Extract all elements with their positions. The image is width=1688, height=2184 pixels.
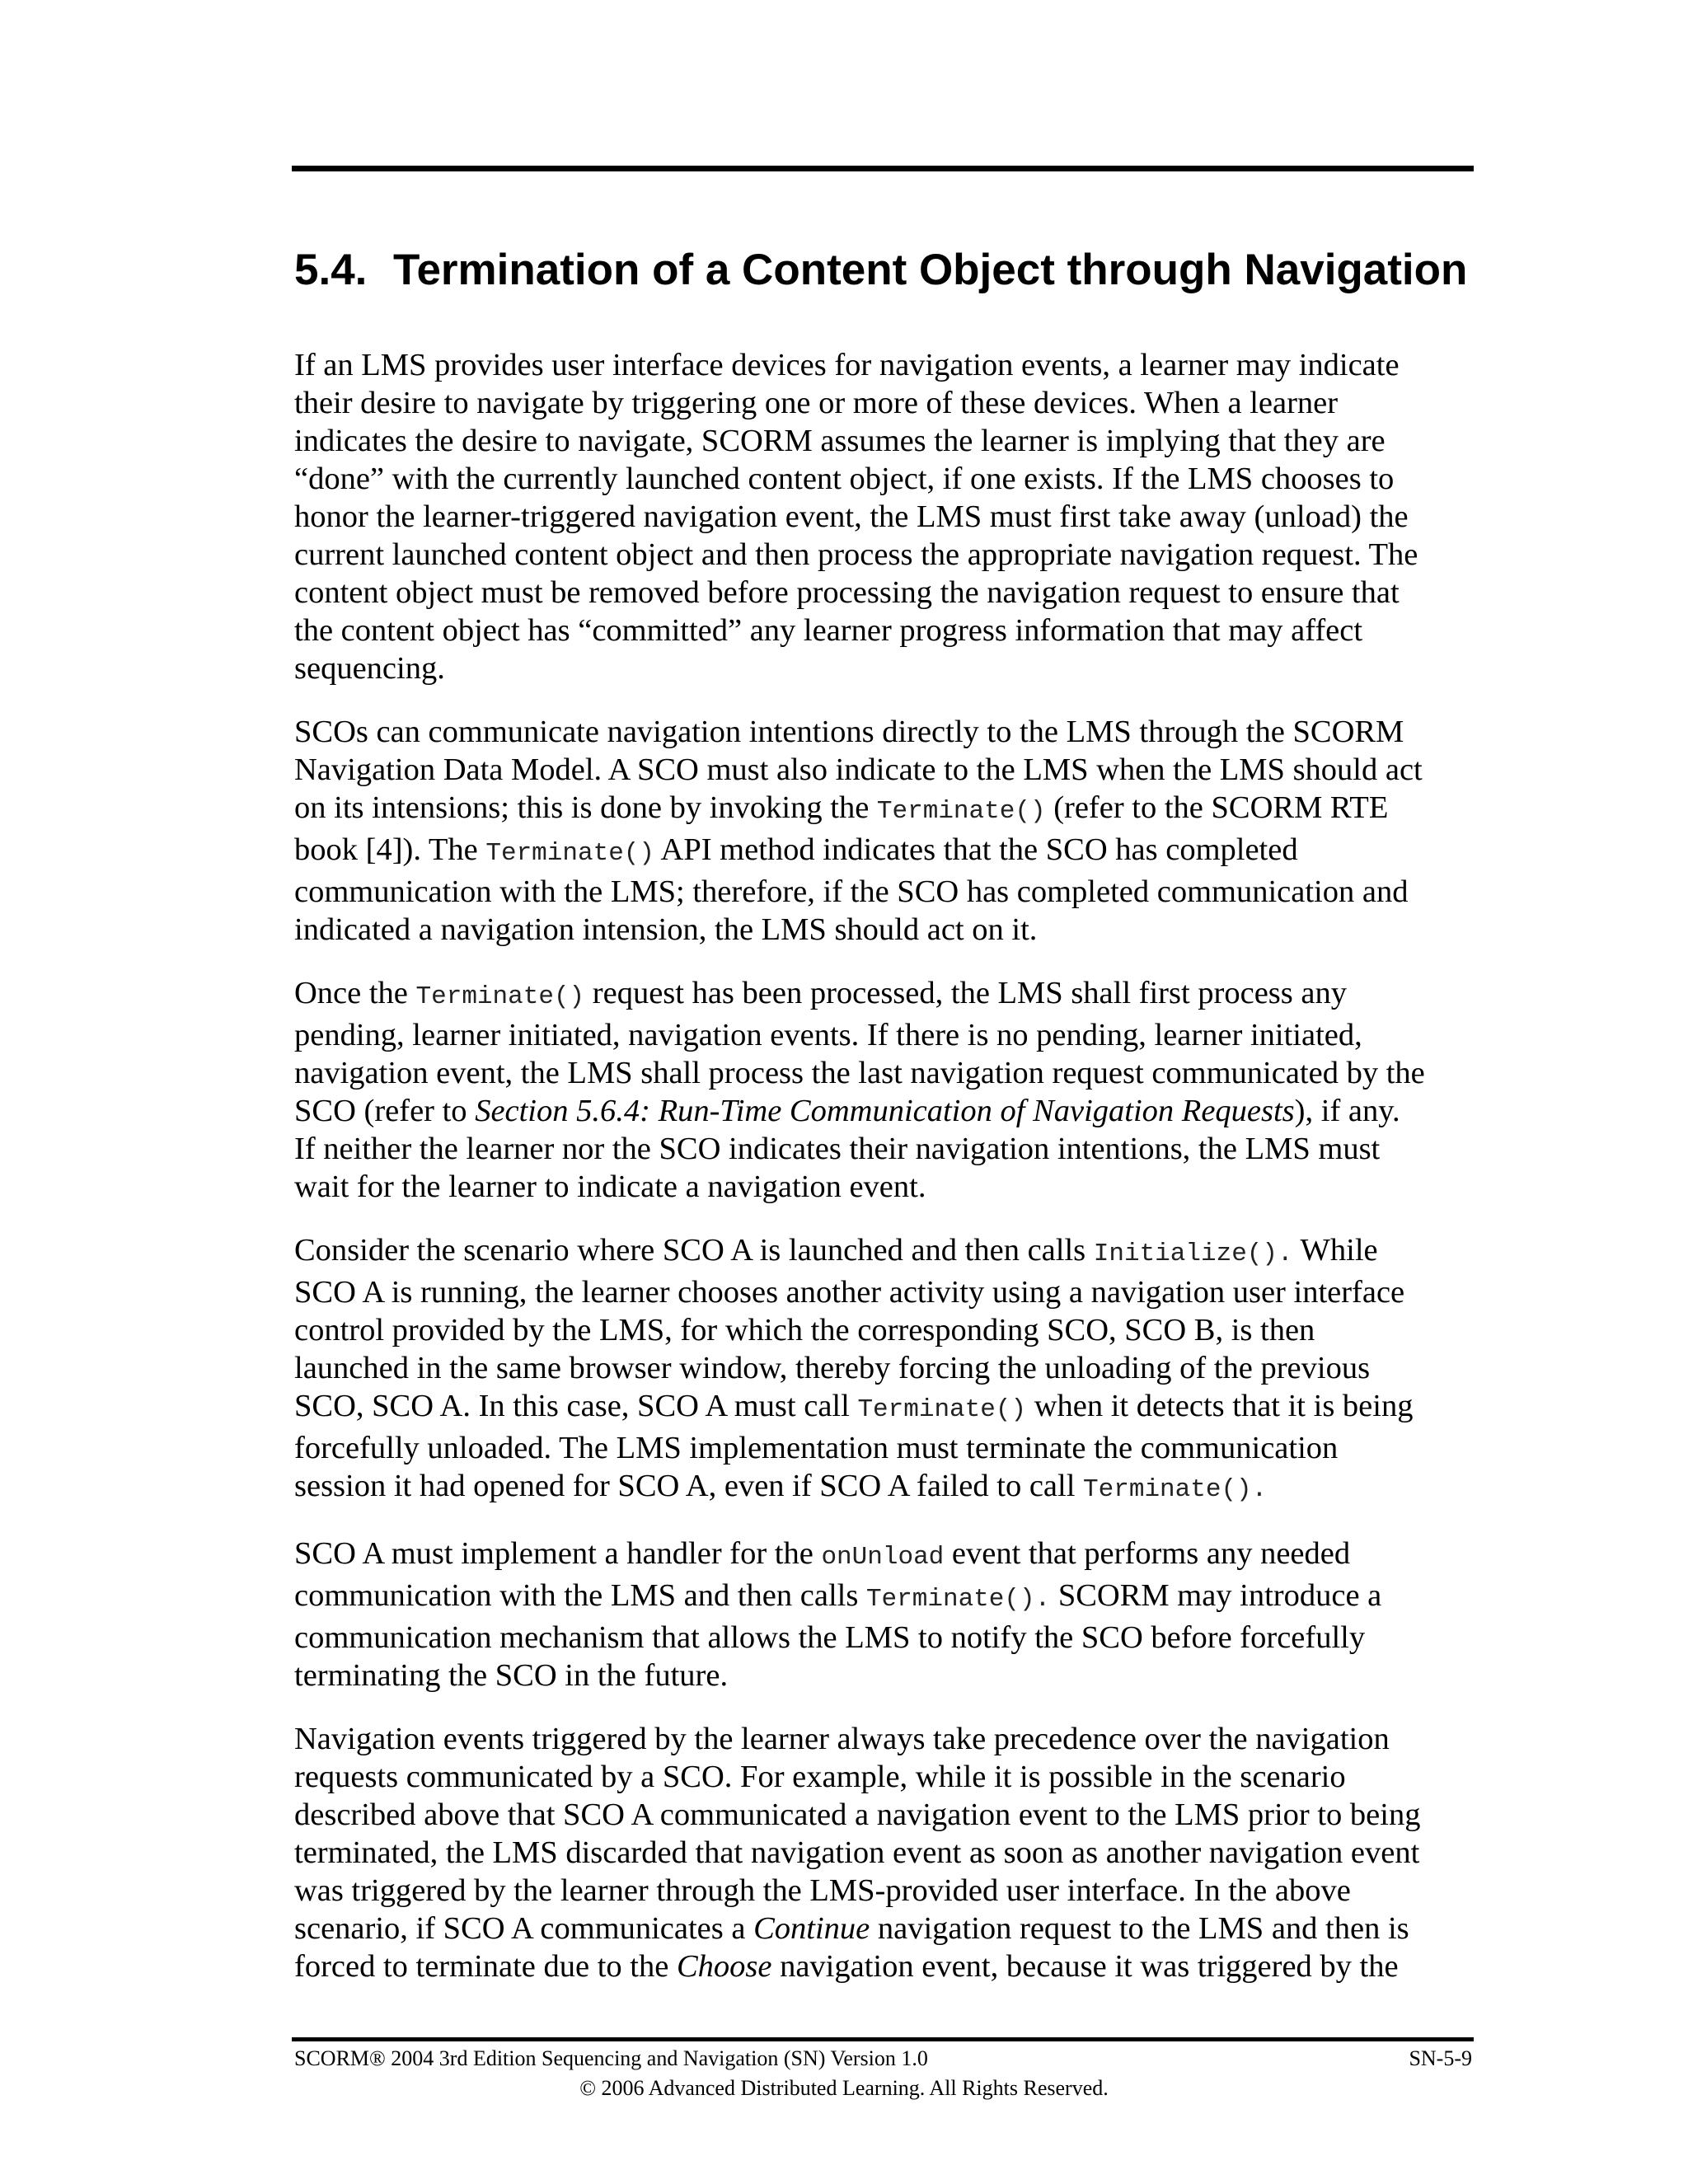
header-rule xyxy=(292,166,1474,171)
italic-reference: Choose xyxy=(676,1949,772,1984)
text-run: session it had opened for SCO A, even if SCO A failed to call xyxy=(294,1469,1084,1503)
text-run: event that performs any needed xyxy=(944,1536,1351,1571)
text-run: Once the xyxy=(294,976,416,1010)
text-line: forcefully unloaded. The LMS implementation must terminate the communication xyxy=(294,1431,1339,1465)
text-line: described above that SCO A communicated a navigation event to the LMS prior to being xyxy=(294,1797,1421,1832)
text-line: communication with the LMS; therefore, if the SCO has completed communication and xyxy=(294,874,1409,909)
text-line: launched in the same browser window, thereby forcing the unloading of the previous xyxy=(294,1351,1371,1385)
inline-code: Terminate() xyxy=(857,1395,1027,1424)
text-run: book [4]). The xyxy=(294,832,486,867)
text-line: navigation event, the LMS shall process the last navigation request communicated by the xyxy=(294,1056,1425,1090)
text-line xyxy=(294,974,1481,1016)
inline-code: Terminate() xyxy=(485,839,655,868)
text-line: SCOs can communicate navigation intentions directly to the LMS through the SCORM xyxy=(294,715,1404,749)
text-line: If neither the learner nor the SCO indicates their navigation intentions, the LMS must xyxy=(294,1132,1381,1166)
text-line: terminating the SCO in the future. xyxy=(294,1658,729,1693)
text-line xyxy=(294,1947,1481,1985)
text-run: request has been processed, the LMS shall first process any xyxy=(584,976,1347,1010)
text-line xyxy=(294,1467,1481,1509)
body-text xyxy=(294,346,1481,2011)
inline-code: Terminate() xyxy=(876,797,1046,826)
text-line: current launched content object and then process the appropriate navigation request. The xyxy=(294,537,1418,572)
text-run: when it detects that it is being xyxy=(1026,1389,1414,1423)
text-line: content object must be removed before processing the navigation request to ensure that xyxy=(294,575,1400,610)
text-line: communication mechanism that allows the LMS to notify the SCO before forcefully xyxy=(294,1620,1366,1655)
paragraph xyxy=(294,346,1481,687)
text-run: API method indicates that the SCO has completed xyxy=(654,832,1298,867)
text-run: SCORM may introduce a xyxy=(1050,1578,1382,1613)
text-line: pending, learner initiated, navigation events. If there is no pending, learner initiated, xyxy=(294,1018,1362,1052)
footer-page-number: SN-5-9 xyxy=(1409,2046,1472,2070)
text-line: was triggered by the learner through the LMS-provided user interface. In the above xyxy=(294,1873,1351,1908)
paragraph xyxy=(294,1535,1481,1694)
italic-reference: Continue xyxy=(753,1911,870,1946)
text-line: wait for the learner to indicate a navigation event. xyxy=(294,1169,926,1204)
text-run: on its intensions; this is done by invoking the xyxy=(294,790,877,825)
text-line xyxy=(294,1535,1481,1577)
text-run: Consider the scenario where SCO A is launched and then calls xyxy=(294,1233,1094,1268)
text-line: sequencing. xyxy=(294,651,445,686)
section-heading xyxy=(294,244,1481,297)
text-line: indicated a navigation intension, the LMS should act on it. xyxy=(294,912,1038,947)
paragraph xyxy=(294,713,1481,949)
section-title: Termination of a Content Object through Navigation xyxy=(393,246,1468,294)
text-run: SCO A must implement a handler for the xyxy=(294,1536,822,1571)
text-line: Navigation Data Model. A SCO must also indicate to the LMS when the LMS should act xyxy=(294,752,1423,787)
text-line xyxy=(294,1577,1481,1619)
text-line xyxy=(294,1387,1481,1429)
text-line: honor the learner-triggered navigation event, the LMS must first take away (unload) the xyxy=(294,499,1409,534)
footer-document-title: SCORM® 2004 3rd Edition Sequencing and Navigation (SN) Version 1.0 xyxy=(294,2046,928,2070)
footer-copyright: © 2006 Advanced Distributed Learning. All Rights Reserved. xyxy=(579,2076,1109,2100)
section-number: 5.4. xyxy=(294,246,368,294)
text-line: Navigation events triggered by the learner always take precedence over the navigation xyxy=(294,1722,1390,1756)
text-line xyxy=(294,789,1481,831)
text-line: SCO A is running, the learner chooses another activity using a navigation user interface xyxy=(294,1275,1405,1310)
text-line: “done” with the currently launched content object, if one exists. If the LMS chooses to xyxy=(294,462,1395,496)
text-run: SCO, SCO A. In this case, SCO A must call xyxy=(294,1389,858,1423)
text-line: terminated, the LMS discarded that navigation event as soon as another navigation event xyxy=(294,1835,1420,1870)
text-line xyxy=(294,1231,1481,1273)
text-line: If an LMS provides user interface devices for navigation events, a learner may indicate xyxy=(294,348,1400,382)
text-line: control provided by the LMS, for which the corresponding SCO, SCO B, is then xyxy=(294,1313,1315,1347)
text-run: ), if any. xyxy=(1294,1094,1400,1128)
inline-code: Terminate() xyxy=(415,982,585,1011)
text-line: requests communicated by a SCO. For example, while it is possible in the scenario xyxy=(294,1760,1346,1794)
text-line: the content object has “committed” any learner progress information that may affect xyxy=(294,613,1363,648)
text-line xyxy=(294,1092,1481,1130)
paragraph xyxy=(294,974,1481,1206)
text-run: scenario, if SCO A communicates a xyxy=(294,1911,754,1946)
text-run: communication with the LMS and then calls xyxy=(294,1578,866,1613)
inline-code: Initialize(). xyxy=(1093,1240,1293,1268)
text-run: forced to terminate due to the xyxy=(294,1949,677,1984)
text-line: indicates the desire to navigate, SCORM assumes the learner is implying that they are xyxy=(294,424,1386,458)
text-line xyxy=(294,1910,1481,1947)
inline-code: Terminate(). xyxy=(865,1585,1051,1614)
italic-reference: Section 5.6.4: Run-Time Communication of Navigation Requests xyxy=(475,1094,1295,1128)
footer-rule xyxy=(292,2037,1474,2041)
text-run: SCO (refer to xyxy=(294,1094,476,1128)
paragraph xyxy=(294,1231,1481,1509)
text-line xyxy=(294,831,1481,873)
text-run: navigation request to the LMS and then is xyxy=(870,1911,1409,1946)
text-run: While xyxy=(1292,1233,1378,1268)
text-run: (refer to the SCORM RTE xyxy=(1045,790,1389,825)
inline-code: Terminate(). xyxy=(1083,1475,1268,1504)
text-line: their desire to navigate by triggering one or more of these devices. When a learner xyxy=(294,386,1339,420)
inline-code: onUnload xyxy=(821,1543,945,1572)
text-run: navigation event, because it was triggered by the xyxy=(771,1949,1399,1984)
paragraph xyxy=(294,1720,1481,1985)
